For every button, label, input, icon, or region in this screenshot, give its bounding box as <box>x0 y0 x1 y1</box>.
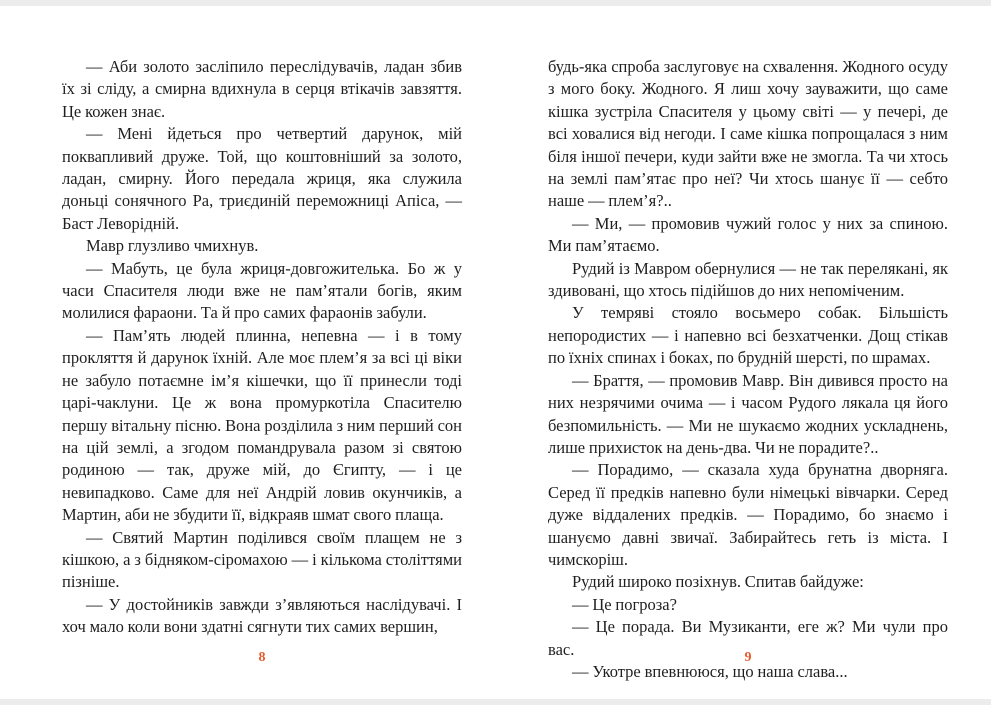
right-page <box>548 56 948 681</box>
paragraph: — Мені йдеться про четвертий дарунок, мій поквапливий друже. Той, що коштовніший за золото, ладан, смирну. Його передала жриця, яка служила доньці сонячного Ра, триєдиній переможниці Апіса, — Баст Леворідній. <box>62 124 462 233</box>
paragraph: — Браття, — промовив Мавр. Він дивився просто на них незрячими очима — і часом Рудого лякала ця його безпомильність. — Ми не шукаємо жодних ускладнень, лише прихисток на день-два. Чи не порадите?.. <box>548 370 948 457</box>
paragraph: Рудий широко позіхнув. Спитав байдуже: <box>572 572 864 592</box>
paragraph: — Це погроза? <box>572 594 677 614</box>
paragraph: Мавр глузливо чмихнув. <box>86 236 259 256</box>
left-page <box>62 56 462 666</box>
paragraph: — Мабуть, це була жриця-довгожителька. Бо ж у часи Спасителя люди вже не пам’ятали богів, яким молилися фараони. Та й про самих фараонів забули. <box>62 258 462 323</box>
paragraph: будь-яка спроба заслуговує на схвалення. Жодного осуду з мого боку. Жодного. Я лиш хочу зауважити, що саме кішка зустріла Спасителя у цьому світі — у печері, де всі ховалися від негоди. І саме кішка попрощалася з ним біля іншої печери, куди зайти вже не змогла. Та чи хтось на землі пам’ятає про неї? Чи хтось шанує її — себто наше — плем’я?.. <box>548 57 948 211</box>
window-top-edge <box>0 0 991 6</box>
page-number: 8 <box>258 650 266 665</box>
paragraph: У темряві стояло восьмеро собак. Більшість непородистих — і напевно всі безхатченки. Дощ стікав по їхніх спинах і боках, по брудній шерсті, по шрамах. <box>548 303 948 368</box>
paragraph: — Пам’ять людей плинна, непевна — і в тому прокляття й дарунок їхній. Але моє плем’я за всі ці віки не забуло потаємне ім’я кішечки, що її принесли тоді царі-чаклуни. Це ж вона промуркотіла Спасителю першу вітальну пісню. Вона розділила з ним перший сон на цій землі, а згодом помандрувала разом зі святою родиною — так, друже мій, до Єгипту, — і це невипадково. Саме для неї Андрій ловив окунчиків, а Мартин, аби не збудити її, відкраяв шмат свого плаща. <box>62 325 462 525</box>
paragraph: — Порадимо, — сказала худа брунатна дворняга. Серед її предків напевно були німецькі вівчарки. Серед дуже віддалених предків. — Порадимо, бо знаємо і шануємо давні звичаї. Забирайтесь геть із міста. І чимскоріш. <box>548 460 948 569</box>
paragraph: — Це порада. Ви Музиканти, еге ж? Ми чули про вас. <box>548 617 948 659</box>
window-bottom-edge <box>0 699 991 705</box>
right-page-text <box>548 56 948 683</box>
left-page-text <box>62 56 462 639</box>
paragraph: — У достойників завжди з’являються наслідувачі. І хоч мало коли вони здатні сягнути тих самих вершин, <box>62 594 462 637</box>
paragraph: Рудий із Мавром обернулися — не так перелякані, як здивовані, що хтось підійшов до них непоміченим. <box>548 258 948 301</box>
paragraph: — Ми, — промовив чужий голос у них за спиною. Ми пам’ятаємо. <box>548 213 948 256</box>
paragraph: — Аби золото засліпило переслідувачів, ладан збив їх зі сліду, а смирна вдихнула в серця втікачів завзяття. Це кожен знає. <box>62 57 462 121</box>
page-number: 9 <box>744 650 752 665</box>
paragraph: — Святий Мартин поділився своїм плащем не з кішкою, а з бідняком-сіромахою — і кількома століттями пізніше. <box>62 527 462 592</box>
paragraph: — Укотре впевнююся, що наша слава... <box>572 661 848 681</box>
